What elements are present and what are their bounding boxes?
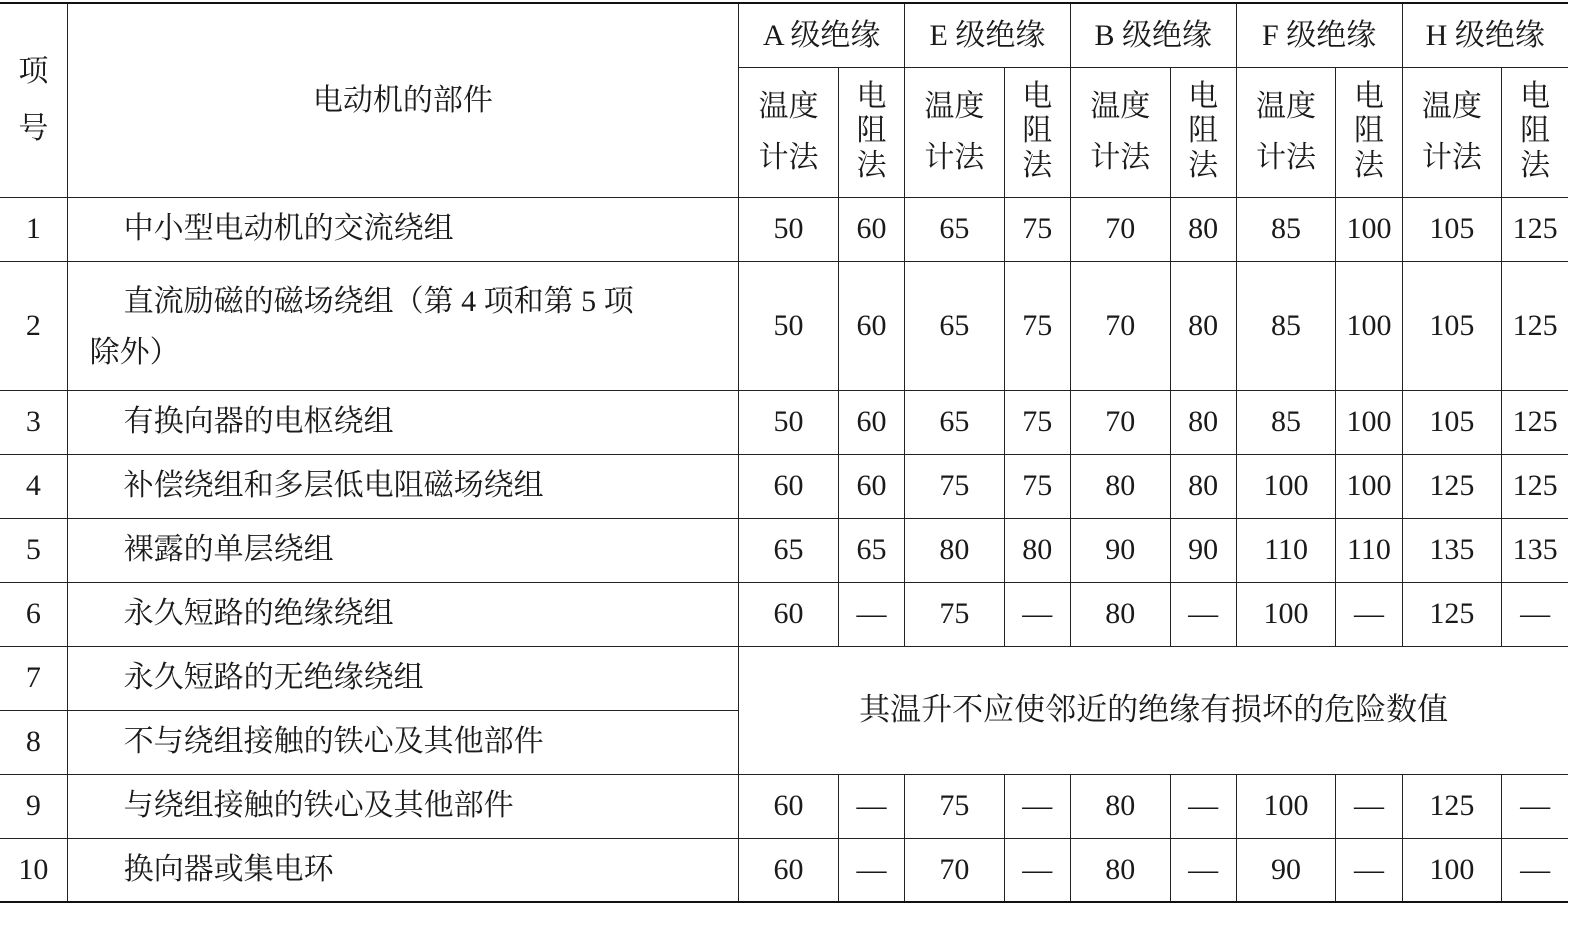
row-value: 80 (1070, 838, 1170, 902)
row-value: 80 (1170, 390, 1236, 454)
header-method-resistance (1336, 67, 1402, 197)
row-item-no: 4 (0, 454, 67, 518)
method-char: 电 (1188, 79, 1219, 113)
row-value: — (838, 774, 904, 838)
table-row (0, 390, 1568, 454)
row-value: 125 (1502, 197, 1568, 261)
row-value: 60 (838, 390, 904, 454)
table-row (0, 774, 1568, 838)
row-part-text: 永久短路的绝缘绕组 (123, 597, 394, 631)
method-line: 温度 (1256, 90, 1317, 123)
row-value: — (1004, 838, 1070, 902)
method-line: 温度 (1421, 90, 1482, 123)
row-value: 70 (1070, 261, 1170, 390)
table-row (0, 261, 1568, 390)
row-item-no: 3 (0, 390, 67, 454)
row-part-line: 除外） (89, 335, 180, 369)
merged-note: 其温升不应使邻近的绝缘有损坏的危险数值 (739, 646, 1568, 774)
method-line: 计法 (758, 141, 819, 174)
row-item-no: 9 (0, 774, 67, 838)
method-char: 电 (1353, 79, 1384, 113)
row-value: 50 (739, 261, 839, 390)
row-item-no: 1 (0, 197, 67, 261)
method-char: 法 (856, 148, 887, 182)
row-value: 135 (1502, 518, 1568, 582)
header-class-b: B 级绝缘 (1070, 3, 1236, 67)
row-value: 60 (838, 261, 904, 390)
method-line: 温度 (1090, 90, 1151, 123)
row-value: 80 (1070, 582, 1170, 646)
row-part-text: 裸露的单层绕组 (123, 533, 334, 567)
row-part (67, 838, 739, 902)
row-value: 80 (1004, 518, 1070, 582)
header-method-thermometer (739, 67, 839, 197)
row-part-text: 有换向器的电枢绕组 (123, 405, 394, 439)
row-value: 80 (1170, 197, 1236, 261)
row-part-text: 换向器或集电环 (123, 853, 334, 886)
row-value: — (1004, 774, 1070, 838)
row-value: 105 (1402, 390, 1502, 454)
row-part (67, 390, 739, 454)
header-method-thermometer (1402, 67, 1502, 197)
header-method-resistance (1170, 67, 1236, 197)
row-value: 90 (1170, 518, 1236, 582)
row-value: 60 (739, 774, 839, 838)
method-char: 阻 (856, 114, 887, 148)
row-part (67, 582, 739, 646)
method-char: 法 (1520, 148, 1551, 182)
header-part: 电动机的部件 (67, 3, 739, 197)
row-value: 50 (739, 390, 839, 454)
method-char: 法 (1353, 148, 1384, 182)
table-row (0, 197, 1568, 261)
header-method-resistance (1004, 67, 1070, 197)
row-value: 110 (1236, 518, 1336, 582)
row-value: 70 (1070, 390, 1170, 454)
row-value: 125 (1402, 582, 1502, 646)
row-value: 85 (1236, 261, 1336, 390)
header-item-no (0, 3, 67, 197)
row-value: 60 (838, 197, 904, 261)
row-value: 110 (1336, 518, 1402, 582)
header-method-thermometer (1070, 67, 1170, 197)
row-value: 85 (1236, 390, 1336, 454)
row-part-text: 不与绕组接触的铁心及其他部件 (123, 725, 544, 759)
row-value: — (1336, 774, 1402, 838)
header-class-e: E 级绝缘 (905, 3, 1071, 67)
row-value: 50 (739, 197, 839, 261)
row-value: 60 (739, 838, 839, 902)
header-method-thermometer (1236, 67, 1336, 197)
row-value: 60 (739, 582, 839, 646)
method-line: 计法 (1256, 141, 1317, 174)
method-char: 法 (1188, 148, 1219, 182)
header-method-thermometer (905, 67, 1005, 197)
row-value: 80 (1170, 454, 1236, 518)
row-part (67, 197, 739, 261)
row-part (67, 646, 739, 710)
row-value: 65 (905, 390, 1005, 454)
row-item-no: 5 (0, 518, 67, 582)
row-value: 100 (1402, 838, 1502, 902)
row-value: — (1170, 582, 1236, 646)
row-value: 85 (1236, 197, 1336, 261)
row-value: — (1502, 838, 1568, 902)
row-value: — (838, 838, 904, 902)
header-class-h: H 级绝缘 (1402, 3, 1568, 67)
row-value: 90 (1236, 838, 1336, 902)
row-value: 100 (1236, 774, 1336, 838)
row-value: 75 (905, 774, 1005, 838)
header-class-a: A 级绝缘 (739, 3, 905, 67)
method-char: 法 (1022, 148, 1053, 182)
row-value: 100 (1236, 582, 1336, 646)
temperature-rise-table (0, 2, 1568, 903)
row-value: 80 (905, 518, 1005, 582)
method-char: 阻 (1520, 114, 1551, 148)
row-item-no: 6 (0, 582, 67, 646)
row-item-no: 2 (0, 261, 67, 390)
table-row (0, 454, 1568, 518)
row-value: 75 (1004, 390, 1070, 454)
row-value: 60 (838, 454, 904, 518)
row-value: 65 (905, 261, 1005, 390)
row-value: 80 (1170, 261, 1236, 390)
row-part-text: 永久短路的无绝缘绕组 (123, 661, 424, 695)
method-line: 计法 (1090, 141, 1151, 174)
row-value: 75 (1004, 197, 1070, 261)
row-part (67, 710, 739, 774)
method-line: 计法 (924, 141, 985, 174)
method-line: 温度 (758, 90, 819, 123)
row-value: — (838, 582, 904, 646)
row-value: 125 (1402, 774, 1502, 838)
row-item-no: 8 (0, 710, 67, 774)
row-part (67, 518, 739, 582)
header-method-resistance (1502, 67, 1568, 197)
row-item-no: 7 (0, 646, 67, 710)
row-part-line: 直流励磁的磁场绕组（第 4 项和第 5 项 (123, 284, 634, 318)
row-value: 80 (1070, 774, 1170, 838)
row-part (67, 261, 739, 390)
row-value: — (1502, 582, 1568, 646)
row-value: 105 (1402, 261, 1502, 390)
method-char: 阻 (1188, 114, 1219, 148)
row-value: — (1502, 774, 1568, 838)
row-value: 100 (1336, 197, 1402, 261)
row-value: 100 (1236, 454, 1336, 518)
row-value: 70 (1070, 197, 1170, 261)
method-char: 电 (856, 79, 887, 113)
row-value: 125 (1502, 454, 1568, 518)
method-char: 阻 (1022, 114, 1053, 148)
row-item-no: 10 (0, 838, 67, 902)
row-value: 125 (1502, 390, 1568, 454)
table-row (0, 582, 1568, 646)
row-value: 75 (1004, 454, 1070, 518)
row-value: 65 (739, 518, 839, 582)
row-part (67, 454, 739, 518)
method-char: 电 (1520, 79, 1551, 113)
row-value: 80 (1070, 454, 1170, 518)
header-item-no-char: 号 (18, 112, 49, 146)
table-row (0, 518, 1568, 582)
row-value: 125 (1402, 454, 1502, 518)
row-value: — (1170, 774, 1236, 838)
header-method-resistance (838, 67, 904, 197)
row-value: — (1170, 838, 1236, 902)
row-value: 100 (1336, 390, 1402, 454)
table-row (0, 646, 1568, 710)
row-part-text: 补偿绕组和多层低电阻磁场绕组 (123, 469, 544, 503)
row-value: — (1336, 582, 1402, 646)
row-value: 100 (1336, 454, 1402, 518)
method-char: 电 (1022, 79, 1053, 113)
row-value: 135 (1402, 518, 1502, 582)
method-char: 阻 (1353, 114, 1384, 148)
header-item-no-char: 项 (18, 55, 49, 89)
row-part (67, 774, 739, 838)
row-part-text: 中小型电动机的交流绕组 (123, 212, 454, 246)
table-body (0, 197, 1568, 902)
row-value: 70 (905, 838, 1005, 902)
row-value: 65 (905, 197, 1005, 261)
row-value: 65 (838, 518, 904, 582)
row-value: 75 (1004, 261, 1070, 390)
row-part-text: 与绕组接触的铁心及其他部件 (123, 789, 514, 823)
row-value: — (1336, 838, 1402, 902)
row-value: 90 (1070, 518, 1170, 582)
row-value: 60 (739, 454, 839, 518)
row-value: 75 (905, 454, 1005, 518)
table-row (0, 838, 1568, 902)
header-class-f: F 级绝缘 (1236, 3, 1402, 67)
row-value: 100 (1336, 261, 1402, 390)
method-line: 计法 (1421, 141, 1482, 174)
method-line: 温度 (924, 90, 985, 123)
row-value: 75 (905, 582, 1005, 646)
row-value: 125 (1502, 261, 1568, 390)
row-value: 105 (1402, 197, 1502, 261)
row-value: — (1004, 582, 1070, 646)
